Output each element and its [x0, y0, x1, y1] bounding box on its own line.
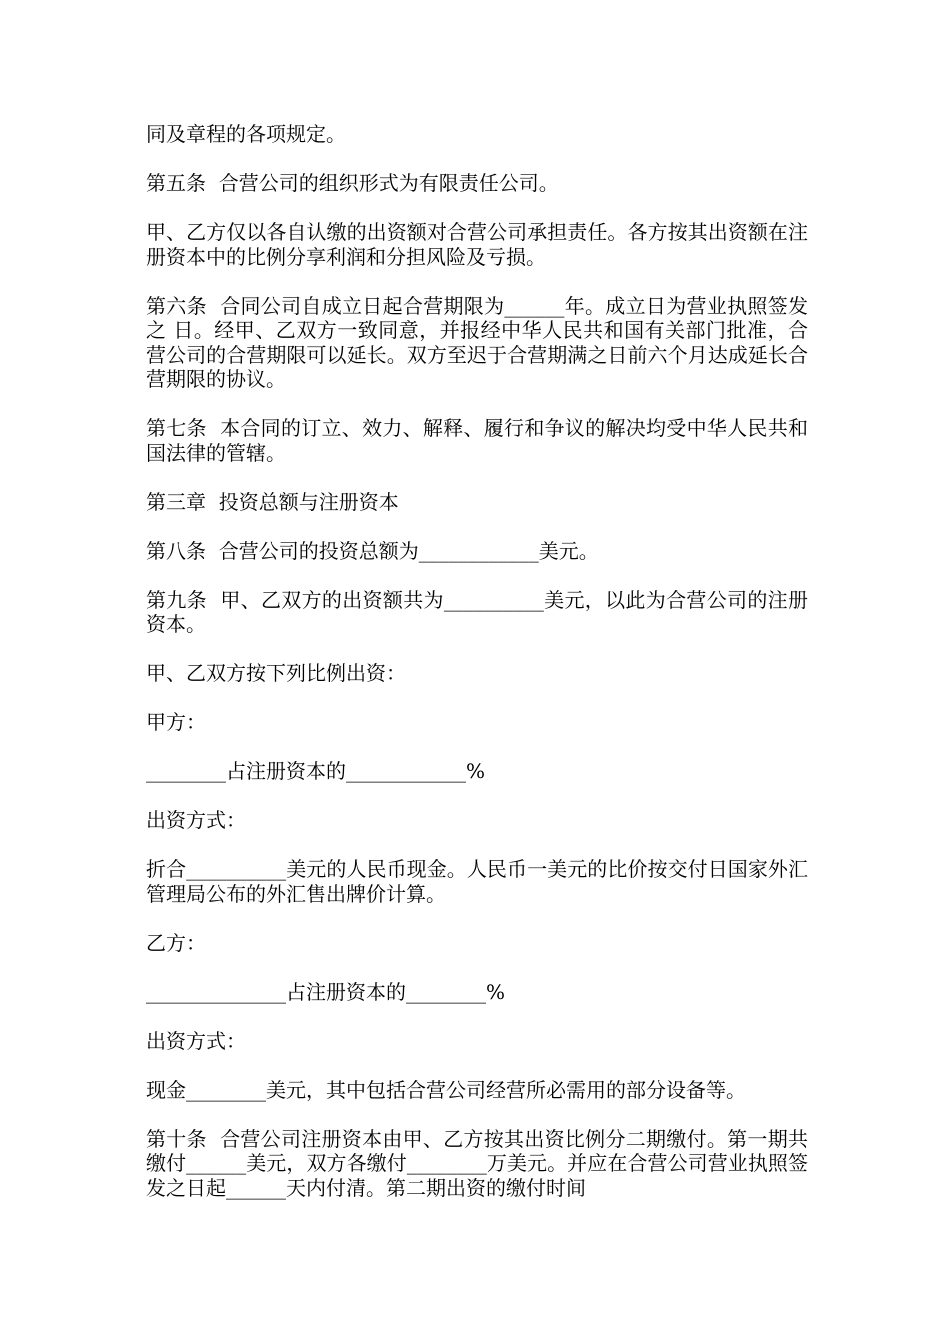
article-5-liability: 甲、乙方仅以各自认缴的出资额对合营公司承担责任。各方按其出资额在注册资本中的比例分享利润和分担风险及亏损。: [146, 220, 808, 269]
chapter-3-heading: 第三章 投资总额与注册资本: [146, 489, 399, 514]
party-a-method: 折合__________美元的人民币现金。人民币一美元的比价按交付日国家外汇管理局公布的外汇售出牌价计算。: [146, 857, 808, 906]
document-page: [146, 122, 808, 1225]
article-8: 第八条 合营公司的投资总额为____________美元。: [146, 538, 599, 563]
article-6: 第六条 合同公司自成立日起合营期限为______年。成立日为营业执照签发之 日。经甲、乙双方一致同意，并报经中华人民共和国有关部门批准，合营公司的合营期限可以延长。双方至迟于合营期满之日前六个月达成延长合营期限的协议。: [146, 293, 808, 391]
party-b-share: ______________占注册资本的________%: [146, 979, 506, 1004]
article-7: 第七条 本合同的订立、效力、解释、履行和争议的解决均受中华人民共和国法律的管辖。: [146, 416, 808, 465]
party-a-label: 甲方：: [146, 710, 206, 734]
party-a-share: ________占注册资本的____________%: [146, 759, 486, 783]
contribution-ratio-intro: 甲、乙双方按下列比例出资：: [146, 661, 406, 685]
party-b-method-label: 出资方式：: [146, 1028, 246, 1053]
party-b-label: 乙方：: [146, 930, 206, 955]
article-9: 第九条 甲、乙双方的出资额共为__________美元，以此为合营公司的注册资本。: [146, 587, 808, 636]
paragraph-continuation: 同及章程的各项规定。: [146, 122, 346, 146]
article-5: 第五条 合营公司的组织形式为有限责任公司。: [146, 171, 559, 195]
party-a-method-label: 出资方式：: [146, 808, 246, 832]
article-10: 第十条 合营公司注册资本由甲、乙方按其出资比例分二期缴付。第一期共缴付______美元，双方各缴付________万美元。并应在合营公司营业执照签发之日起______天内付清。第二期出资的缴付时间: [146, 1126, 808, 1200]
party-b-method: 现金________美元，其中包括合营公司经营所必需用的部分设备等。: [146, 1077, 746, 1102]
